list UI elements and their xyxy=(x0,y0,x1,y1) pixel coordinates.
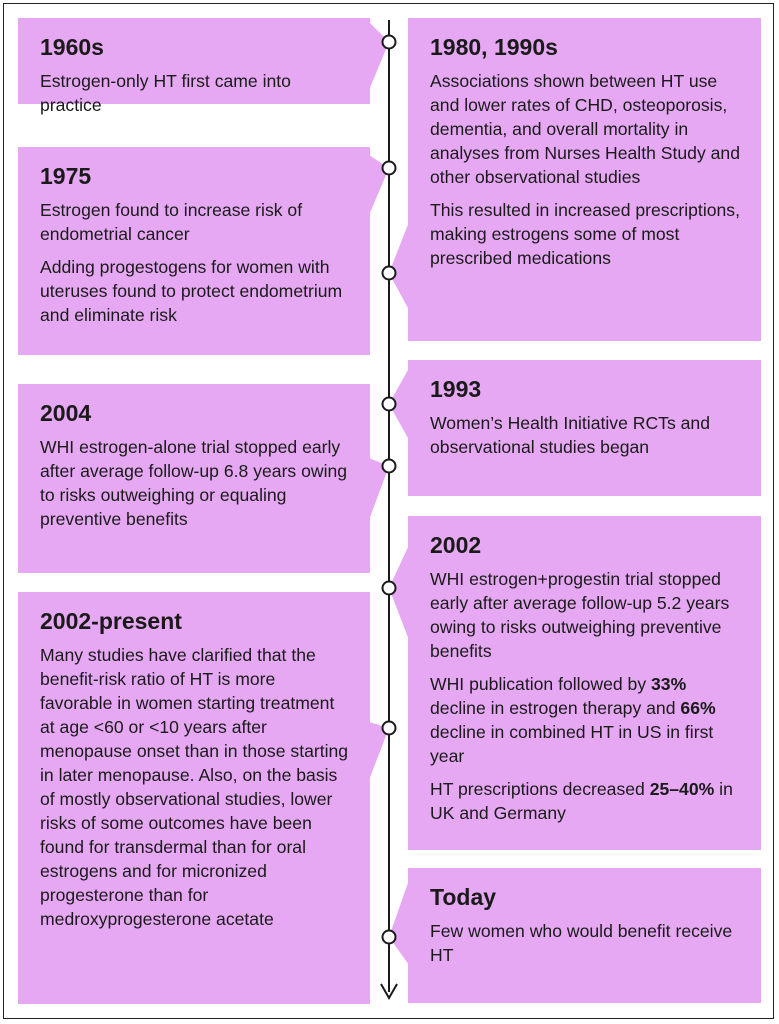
event-year: 2004 xyxy=(40,400,92,426)
tail-1960s xyxy=(369,22,389,90)
event-text: WHI estrogen+progestin trial stopped early after average follow-up 5.2 years owing to risks outweighing preventive benefits xyxy=(430,569,730,662)
event-text: Estrogen-only HT first came into practice xyxy=(40,71,291,116)
event-year: 1980, 1990s xyxy=(430,34,558,60)
event-text: WHI estrogen-alone trial stopped early after average follow-up 6.8 years owing to risks outweighing or equaling preventive benefits xyxy=(40,437,348,530)
node-1993 xyxy=(383,398,396,411)
event-year: 2002 xyxy=(430,532,482,558)
node-1975 xyxy=(383,162,396,175)
event-box-2002 xyxy=(408,516,761,850)
node-2002 xyxy=(383,582,396,595)
event-box-1975 xyxy=(18,147,370,355)
event-text: Adding progestogens for women with uteruses found to protect endometrium and eliminate risk xyxy=(40,257,343,326)
event-box-2004 xyxy=(18,384,370,573)
event-box-1993 xyxy=(408,360,761,496)
event-year: 1960s xyxy=(40,34,104,60)
event-text: Estrogen found to increase risk of endometrial cancer xyxy=(40,200,303,245)
tail-today xyxy=(389,880,409,965)
node-2004 xyxy=(383,460,396,473)
event-box-1960s xyxy=(18,18,370,116)
node-today xyxy=(383,931,396,944)
stat-highlight: 25–40% xyxy=(649,778,715,799)
stat-highlight: 33% xyxy=(651,674,687,695)
event-box-1980-1990s xyxy=(408,18,761,341)
event-text: HT prescriptions decreased 25–40% in UK and Germany xyxy=(430,778,733,823)
node-1960s xyxy=(383,36,396,49)
event-year: 1993 xyxy=(430,376,482,402)
event-year: Today xyxy=(430,884,497,910)
node-1980s xyxy=(383,267,396,280)
event-box-today xyxy=(408,868,761,1003)
node-2002present xyxy=(383,722,396,735)
event-text: Associations shown between HT use and lower rates of CHD, osteoporosis, dementia, and overall mortality in analyses from Nurses Health Study and other observational studies xyxy=(430,71,740,188)
event-text: Women’s Health Initiative RCTs and observational studies began xyxy=(430,413,710,458)
event-year: 1975 xyxy=(40,163,92,189)
event-text: Many studies have clarified that the benefit-risk ratio of HT is more favorable in women starting treatment at age <60 or <10 years after menopause onset than in those starting in later menopause. Also, on the basis of mostly observational studies, lower risks of some outcomes have been found for transdermal than for oral estrogens and for micronized progesterone than for medroxyprogesterone acetate xyxy=(40,645,349,929)
event-box-2002-present xyxy=(18,592,370,1004)
event-text: This resulted in increased prescriptions, making estrogens some of most prescribed medications xyxy=(430,200,740,268)
event-year: 2002-present xyxy=(40,608,182,634)
event-text: Few women who would benefit receive HT xyxy=(430,921,733,966)
stat-highlight: 66% xyxy=(680,698,716,719)
event-text: WHI publication followed by 33% decline in estrogen therapy and 66% decline in combined HT in US in first year xyxy=(430,674,716,766)
tail-1980s xyxy=(389,222,409,310)
